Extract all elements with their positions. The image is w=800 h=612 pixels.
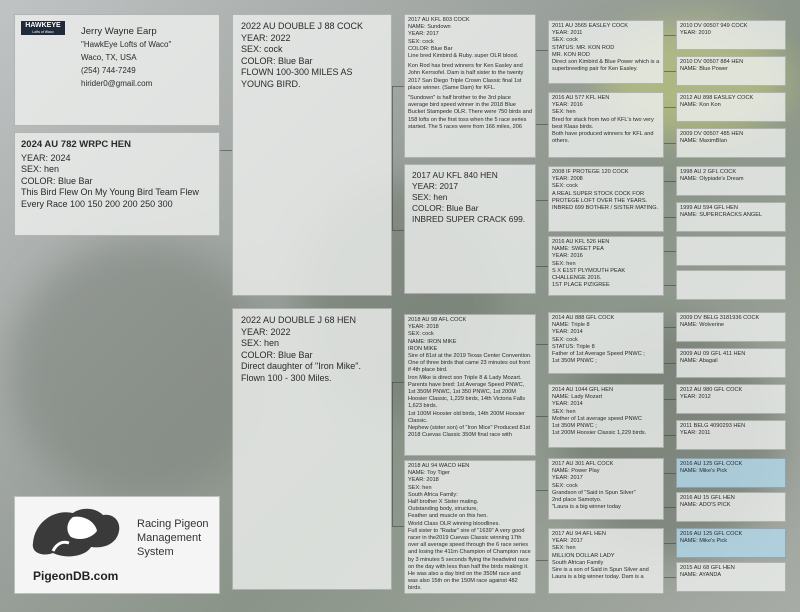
pedigree-line: 2010 DV 00507 884 HEN bbox=[680, 59, 744, 65]
pedigree-line: 2009 DV BELG 3181936 COCK bbox=[680, 315, 760, 321]
pedigree-line: NAME: Abagail bbox=[680, 358, 718, 365]
pedigree-line: NAME: AYANDA bbox=[680, 572, 722, 579]
connector-line bbox=[664, 435, 676, 436]
gen5-box bbox=[676, 166, 786, 196]
pedigree-line: YEAR: 2014 bbox=[552, 401, 583, 408]
gen5-box bbox=[676, 236, 786, 266]
connector-line bbox=[536, 416, 548, 417]
dam-color: COLOR: Blue Bar bbox=[241, 349, 313, 360]
pedigree-note: Nephew (sister son) of "Iron Mice" Produced 81st 2018 Cuevas Classic 350M final race with bbox=[408, 425, 531, 439]
pedigree-line: NAME: Kon Kon bbox=[680, 102, 721, 109]
pedigree-line: 2008 IF PROTEGE 120 COCK bbox=[552, 169, 629, 175]
gen5-box bbox=[676, 348, 786, 378]
gen5-box bbox=[676, 270, 786, 300]
connector-line bbox=[664, 285, 676, 286]
gen4-box-8 bbox=[548, 528, 664, 594]
subject-band: 2024 AU 782 WRPC HEN bbox=[21, 139, 131, 150]
pedigree-note: Kon Rod has bred winners for Ken Easley and John Kerrsofel. Dam is half sister to the twenty 2017 San Diego Triple Crown Classic final 1st place winner. (Same Dam) for KFL. bbox=[408, 63, 524, 91]
pedigree-line: MR. KON ROD bbox=[552, 51, 590, 58]
pedigree-line: SEX: cock bbox=[552, 37, 578, 44]
connector-line bbox=[664, 143, 676, 144]
pedigree-line: YEAR: 2017 bbox=[552, 538, 583, 545]
sire-dam-box bbox=[404, 164, 536, 294]
pedigree-line: NAME: Wolverine bbox=[680, 322, 725, 329]
pedigree-line: 2016 AU 125 GFL COCK bbox=[680, 531, 743, 537]
pedigree-note: World Class OLR winning bloodlines. bbox=[408, 520, 500, 527]
pedigree-line: Mother of 1st average speed PNWC bbox=[552, 415, 642, 422]
pedigree-line: NAME: Power Play bbox=[552, 468, 600, 475]
pedigree-line: Father of 1st Average Speed PNWC ; bbox=[552, 351, 645, 358]
connector-line bbox=[664, 577, 676, 578]
sire-color: COLOR: Blue Bar bbox=[241, 55, 313, 66]
pedigree-line: COLOR: Blue Bar bbox=[412, 203, 479, 213]
pedigree-line: YEAR: 2018 bbox=[408, 477, 439, 484]
gen4-box-7 bbox=[548, 458, 664, 520]
background-photo bbox=[10, 240, 270, 500]
connector-line bbox=[536, 560, 548, 561]
owner-info-box bbox=[14, 14, 220, 126]
pedigree-line: 2017 AU 301 AFL COCK bbox=[552, 461, 614, 467]
pedigree-line: YEAR: 2011 bbox=[552, 30, 583, 37]
dam-notes: Direct daughter of "Iron Mike". Flown 100 - 300 Miles. bbox=[241, 361, 361, 383]
sire-notes: FLOWN 100-300 MILES AS YOUNG BIRD. bbox=[241, 67, 353, 89]
sire-sex: SEX: cock bbox=[241, 44, 283, 54]
gen5-box bbox=[676, 528, 786, 558]
subject-color: COLOR: Blue Bar bbox=[21, 175, 93, 186]
connector-line bbox=[664, 251, 676, 252]
pedigree-line: 2009 DV 00507 485 HEN bbox=[680, 131, 744, 137]
pedigree-line: 2011 BELG 4090293 HEN bbox=[680, 423, 746, 429]
pedigree-line: YEAR: 2017 bbox=[408, 31, 439, 38]
connector-line bbox=[536, 50, 548, 51]
pedigree-line: SEX: hen bbox=[552, 545, 576, 552]
pedigree-note: "Sundown" is half brother to the 3rd place average bird speed winner in the 2018 Blue Bucket Stampede OLR. There were 750 birds and 158 lofts on the first toss when the 5 race series started. The 5 races were from 166 miles, 206 bbox=[408, 95, 532, 130]
dam-sex: SEX: hen bbox=[241, 338, 280, 348]
gen5-box bbox=[676, 128, 786, 158]
pedigree-line: NAME: Mike's Pick bbox=[680, 538, 728, 545]
pedigree-line: YEAR: 2012 bbox=[680, 394, 711, 401]
loft-name: "HawkEye Lofts of Waco" bbox=[81, 40, 172, 49]
connector-line bbox=[536, 200, 548, 201]
connector-line bbox=[664, 181, 676, 182]
sire-sire-box bbox=[404, 14, 536, 158]
brand-line-3: System bbox=[137, 546, 174, 558]
pedigree-line: NAME: Triple 8 bbox=[552, 322, 590, 329]
pedigree-line: NAME: Mike's Pick bbox=[680, 468, 728, 475]
pedigree-line: Direct son Kimbird & Blue Power which is a superbreeding pair for Ken Easley. bbox=[552, 59, 660, 73]
pedigree-line: 2016 AU 15 GFL HEN bbox=[680, 495, 735, 501]
pedigree-line: 2016 AU 577 KFL HEN bbox=[552, 95, 610, 101]
brand-line-2: Management bbox=[137, 532, 202, 544]
pedigree-line: YEAR: 2017 bbox=[552, 475, 583, 482]
sire-band: 2022 AU DOUBLE J 88 COCK bbox=[241, 21, 364, 31]
gen4-box-3 bbox=[548, 166, 664, 232]
pedigree-line: YEAR: 2018 bbox=[408, 324, 439, 331]
pedigree-line: SEX: cock bbox=[552, 482, 578, 489]
pedigree-line: 2nd place Samotyo. bbox=[552, 497, 602, 504]
pedigree-line: 2017 AU KFL 803 COCK bbox=[408, 17, 470, 23]
owner-name: Jerry Wayne Earp bbox=[81, 26, 157, 37]
sire-year: YEAR: 2022 bbox=[241, 32, 291, 43]
pedigree-line: Bred for stack from two of KFL's two very best Klaas birds. bbox=[552, 116, 654, 130]
pedigree-line: 2014 AU 1044 GFL HEN bbox=[552, 387, 614, 393]
pedigree-line: NAME: Blue Power bbox=[680, 66, 728, 73]
gen4-box-2 bbox=[548, 92, 664, 158]
pedigree-line: YEAR: 2010 bbox=[680, 30, 711, 37]
logo-text: HAWKEYE bbox=[25, 22, 61, 29]
pedigree-line: SEX: cock bbox=[408, 331, 434, 338]
gen5-box bbox=[676, 92, 786, 122]
pedigree-line: 2009 AU 09 GFL 411 HEN bbox=[680, 351, 746, 357]
gen4-box-1 bbox=[548, 20, 664, 84]
connector-line bbox=[664, 35, 676, 36]
connector-line bbox=[664, 217, 676, 218]
pedigree-line: SEX: hen bbox=[408, 484, 432, 491]
gen5-box bbox=[676, 20, 786, 50]
pedigree-line: NAME: IRON MIKE bbox=[408, 338, 457, 345]
gen5-box bbox=[676, 492, 786, 522]
pedigree-line: SEX: hen bbox=[412, 192, 448, 202]
pedigree-line: NAME: Lady Mozart bbox=[552, 394, 603, 401]
pedigree-line: 1999 AU 594 GFL HEN bbox=[680, 205, 738, 211]
pedigree-line: NAME: SWEET PEA bbox=[552, 246, 604, 253]
brand-line-1: Racing Pigeon bbox=[137, 518, 209, 530]
gen5-box bbox=[676, 458, 786, 488]
pedigree-line: YEAR: 2011 bbox=[680, 430, 711, 437]
pedigree-line: 1st 200M Hoosier Classic 1,229 birds. bbox=[552, 430, 647, 437]
gen5-box bbox=[676, 312, 786, 342]
connector-line bbox=[392, 526, 404, 527]
connector-line bbox=[664, 327, 676, 328]
pedigree-line: NAME: Olypiade's Dream bbox=[680, 176, 744, 183]
pedigree-line: 2010 DV 00507 949 COCK bbox=[680, 23, 748, 29]
pedigree-line: 2014 AU 888 GFL COCK bbox=[552, 315, 615, 321]
pedigree-line: YEAR: 2017 bbox=[412, 181, 459, 191]
dam-dam-box bbox=[404, 460, 536, 594]
pedigree-note: Sire of 81st at the 2019 Texas Center Convention. One of three birds that came 23 minutes out front if 4th place bird. bbox=[408, 353, 532, 374]
pedigree-line: Sire is a son of Said in Spun Silver and Laura is a big winner today. Dam is a bbox=[552, 567, 649, 581]
pedigree-line: SEX: cock bbox=[552, 183, 578, 190]
subject-bird-box bbox=[14, 132, 220, 236]
owner-email[interactable]: hirider0@gmail.com bbox=[81, 79, 153, 88]
connector-line bbox=[664, 107, 676, 108]
pedigree-line: IRON MIKE bbox=[408, 345, 438, 352]
connector-line bbox=[664, 363, 676, 364]
subject-year: YEAR: 2024 bbox=[21, 152, 71, 163]
subject-notes: This Bird Flew On My Young Bird Team Flew Every Race 100 150 200 200 250 300 bbox=[21, 187, 199, 209]
pedigree-line: 1998 AU 2 GFL COCK bbox=[680, 169, 737, 175]
pedigree-line: NAME: ADO'S PICK bbox=[680, 502, 731, 509]
pedigree-line: 2012 AU 980 GFL COCK bbox=[680, 387, 743, 393]
pedigree-line: A REAL SUPER STOCK COCK FOR PROTEGE LOFT OVER THE YEARS. bbox=[552, 190, 648, 204]
gen4-box-5 bbox=[548, 312, 664, 374]
pedigree-line: COLOR: Blue Bar bbox=[408, 45, 453, 52]
pedigree-line: SEX: hen bbox=[552, 109, 576, 116]
gen4-box-4 bbox=[548, 236, 664, 296]
connector-line bbox=[392, 382, 404, 383]
pedigree-line: Half brother X Sister mating. bbox=[408, 499, 479, 506]
pedigree-line: STATUS: MR. KON ROD bbox=[552, 44, 615, 51]
connector-line bbox=[392, 230, 404, 231]
gen4-box-6 bbox=[548, 384, 664, 448]
connector-line bbox=[664, 399, 676, 400]
pedigree-line: INBRED SUPER CRACK 699. bbox=[412, 214, 526, 224]
gen5-box bbox=[676, 420, 786, 450]
pedigree-line: 2011 AU 3565 EASLEY COCK bbox=[552, 23, 628, 29]
dam-year: YEAR: 2022 bbox=[241, 326, 291, 337]
pedigree-note: 1st 100M Hoosier old birds, 14th 200M Hoosier Classic. bbox=[408, 410, 525, 424]
pedigree-line: STATUS: Triple 8 bbox=[552, 343, 595, 350]
pedigree-line: NAME: SUPERCRACKS ANGEL bbox=[680, 212, 763, 219]
pedigree-line: 1st 350M PNWC ; bbox=[552, 423, 597, 430]
logo-subtext: Lofts of Waco bbox=[32, 30, 54, 34]
connector-line bbox=[392, 86, 404, 87]
gen5-box bbox=[676, 384, 786, 414]
pedigree-note: Full sister to "Radar" sire of "1639" A very good racer in the2019 Cuevas Classic winning 17th over all average speed through the 6 race series and losing the 411m Champion of Champion race by 3 minutes 5 seconds flying the headwind race on the day with less than half the birds making it. He was also a day bird on the 350M race and was also 15th on the 150M race against 482 birds. bbox=[408, 527, 531, 592]
pedigree-line: YEAR: 2014 bbox=[552, 329, 583, 336]
connector-line bbox=[664, 543, 676, 544]
pedigree-line: YEAR: 2016 bbox=[552, 102, 583, 109]
connector-line bbox=[536, 124, 548, 125]
gen5-box bbox=[676, 202, 786, 232]
pedigree-line: YEAR: 2016 bbox=[552, 253, 583, 260]
connector-line bbox=[536, 344, 548, 345]
pedigree-line: 2016 AU KFL 526 HEN bbox=[552, 239, 610, 245]
pedigree-note: Iron Mike is direct son Triple 8 & Lady Mozart. Parents have bred: 1st Average Speed PNWC, 1st 350M PNWC, 1st 350 PNWC, 1st 200M Hoosier Classic, 1,229 birds, 14th Victoria Falls 1,623 birds. bbox=[408, 374, 526, 410]
pedigree-line: NAME: Toy Tiger bbox=[408, 470, 450, 477]
brand-site[interactable]: PigeonDB.com bbox=[33, 569, 119, 583]
pedigree-line: SEX: hen bbox=[552, 408, 576, 415]
pedigree-line: 2015 AU 68 GFL HEN bbox=[680, 565, 735, 571]
dam-sire-box bbox=[404, 314, 536, 456]
pedigree-line: 2018 AU 94 WACO HEN bbox=[408, 463, 470, 469]
gen5-box bbox=[676, 562, 786, 592]
pedigree-line: NAME: MaximBlan bbox=[680, 138, 727, 145]
owner-logo bbox=[21, 21, 65, 35]
pedigree-line: "Laura is a big winner today bbox=[552, 504, 621, 511]
connector-line bbox=[392, 382, 393, 526]
pedigree-line: INBRED 699 BOTHER / SISTER MATING. bbox=[552, 205, 659, 212]
dam-box bbox=[232, 308, 392, 590]
gen5-box bbox=[676, 56, 786, 86]
connector-line bbox=[392, 86, 393, 230]
connector-line bbox=[536, 266, 548, 267]
pedigree-line: 2017 AU KFL 840 HEN bbox=[412, 170, 498, 180]
pedigree-line: 2018 AU 98 AFL COCK bbox=[408, 317, 467, 323]
sire-box bbox=[232, 14, 392, 296]
connector-line bbox=[664, 473, 676, 474]
pedigree-line: South Africa Family: bbox=[408, 491, 458, 498]
pedigree-line: Both have produced winners for KFL and others. bbox=[552, 131, 654, 145]
pedigree-line: Line bred Kimbird & Ruby. super OLR blood. bbox=[408, 53, 519, 60]
pedigree-line: South African Family bbox=[552, 559, 604, 566]
connector-line bbox=[664, 71, 676, 72]
brand-box bbox=[14, 496, 220, 594]
pedigree-line: NAME: Sundown bbox=[408, 24, 451, 31]
pedigree-line: S X E1ST PLYMOUTH PEAK CHALLENGE 2016. bbox=[552, 267, 626, 282]
connector-line bbox=[536, 490, 548, 491]
pedigree-line: Outstanding body, structure, bbox=[408, 506, 478, 513]
connector-line bbox=[664, 507, 676, 508]
pedigree-line: 2012 AU 898 EASLEY COCK bbox=[680, 95, 754, 101]
pedigree-line: SEX: cock bbox=[408, 38, 434, 45]
pedigree-line: SEX: hen bbox=[552, 260, 576, 267]
dam-band: 2022 AU DOUBLE J 68 HEN bbox=[241, 315, 357, 325]
pedigree-line: SEX: cock bbox=[552, 336, 578, 343]
pedigree-line: 1st 350M PNWC ; bbox=[552, 358, 597, 365]
pedigree-line: MILLION DOLLAR LADY bbox=[552, 552, 615, 559]
pedigree-line: 2017 AU 94 AFL HEN bbox=[552, 531, 606, 537]
owner-location: Waco, TX, USA bbox=[81, 53, 137, 62]
subject-sex: SEX: hen bbox=[21, 164, 60, 174]
owner-phone: (254) 744-7249 bbox=[81, 66, 136, 75]
pedigree-line: YEAR: 2008 bbox=[552, 176, 583, 183]
pedigree-line: Feather and muscle on this hen. bbox=[408, 513, 488, 520]
pedigree-line: 1ST PLACE PIZIGREE bbox=[552, 282, 610, 289]
pigeon-logo-icon bbox=[25, 503, 125, 563]
pedigree-line: Grandson of "Said in Spun Silver" bbox=[552, 489, 636, 496]
connector-line bbox=[220, 150, 232, 151]
pedigree-line: 2016 AU 125 GFL COCK bbox=[680, 461, 743, 467]
